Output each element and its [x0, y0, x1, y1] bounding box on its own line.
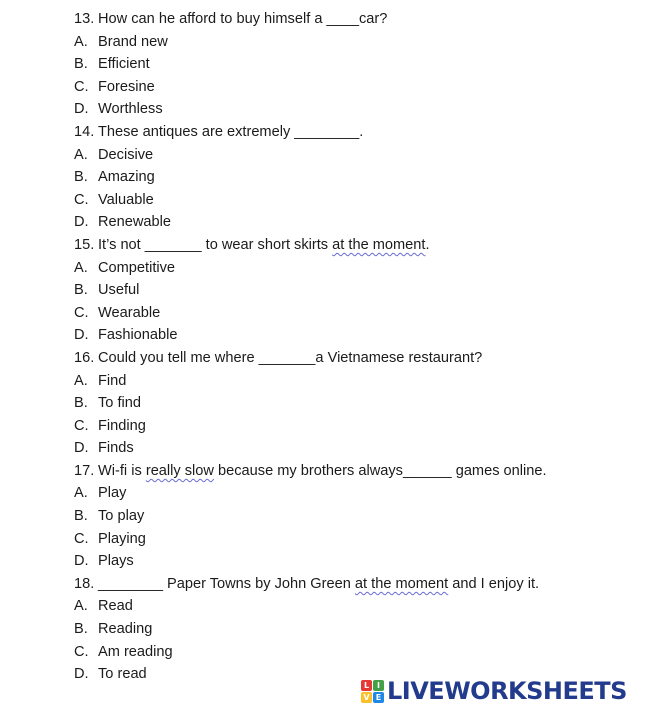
- option-letter: D.: [74, 101, 89, 118]
- answer-option[interactable]: [74, 76, 654, 99]
- option-letter: D.: [74, 666, 89, 683]
- option-text: Fashionable: [98, 327, 178, 344]
- answer-option[interactable]: [74, 618, 654, 641]
- option-letter: D.: [74, 214, 89, 231]
- answer-option[interactable]: [74, 415, 654, 438]
- question-number: 13.: [74, 11, 95, 27]
- answer-option[interactable]: [74, 98, 654, 121]
- answer-option[interactable]: [74, 53, 654, 76]
- option-text: Reading: [98, 621, 153, 638]
- question-line: [74, 234, 654, 257]
- question-number: 14.: [74, 123, 95, 140]
- option-text: Renewable: [98, 214, 172, 231]
- answer-option[interactable]: [74, 550, 654, 573]
- option-letter: C.: [74, 78, 89, 95]
- option-letter: C.: [74, 643, 89, 660]
- question-line: [74, 460, 654, 483]
- option-letter: A.: [74, 598, 88, 615]
- option-letter: B.: [74, 621, 88, 638]
- question-text: [98, 573, 539, 596]
- option-text: Find: [98, 372, 127, 389]
- option-letter: B.: [74, 282, 88, 299]
- brand-name: LIVEWORKSHEETS: [387, 677, 627, 705]
- option-letter: D.: [74, 327, 89, 344]
- logo-cell-v: V: [361, 692, 372, 703]
- option-text: Foresine: [98, 78, 155, 95]
- option-text: Wearable: [98, 304, 161, 321]
- option-letter: A.: [74, 146, 88, 163]
- option-text: To find: [98, 395, 141, 412]
- option-text: Efficient: [98, 56, 150, 73]
- option-text: Read: [98, 598, 133, 615]
- logo-icon: [361, 680, 384, 703]
- answer-option[interactable]: [74, 595, 654, 618]
- option-text: Decisive: [98, 146, 154, 163]
- question-line: [74, 121, 654, 144]
- answer-option[interactable]: [74, 437, 654, 460]
- option-text: Plays: [98, 553, 134, 570]
- question-text-segment: It’s not _______ to wear short skirts: [98, 236, 333, 253]
- option-letter: C.: [74, 417, 89, 434]
- option-letter: B.: [74, 508, 88, 525]
- option-letter: D.: [74, 440, 89, 457]
- option-letter: A.: [74, 259, 88, 276]
- option-text: Amazing: [98, 169, 155, 186]
- option-text: Competitive: [98, 259, 176, 276]
- question-number: 18.: [74, 575, 95, 592]
- question-text: [98, 347, 482, 370]
- answer-option[interactable]: [74, 257, 654, 280]
- answer-option[interactable]: [74, 144, 654, 167]
- option-text: Playing: [98, 530, 146, 547]
- question-line: [74, 8, 654, 31]
- option-letter: C.: [74, 191, 89, 208]
- question-text-segment: .: [425, 236, 430, 253]
- option-text: Worthless: [98, 101, 163, 118]
- option-letter: A.: [74, 485, 88, 502]
- answer-option[interactable]: [74, 370, 654, 393]
- question-text: [98, 460, 547, 483]
- answer-option[interactable]: [74, 189, 654, 212]
- option-letter: A.: [74, 372, 88, 389]
- question-text: [98, 8, 387, 31]
- answer-option[interactable]: [74, 211, 654, 234]
- question-text-segment: and I enjoy it.: [448, 575, 540, 592]
- answer-option[interactable]: [74, 528, 654, 551]
- option-text: Am reading: [98, 643, 173, 660]
- question-text-segment: How can he afford to buy himself a ____car?: [98, 11, 388, 27]
- option-letter: C.: [74, 304, 89, 321]
- question-number: 17.: [74, 462, 95, 479]
- spellcheck-flagged-text: at the moment: [354, 575, 449, 592]
- logo-cell-i: I: [373, 680, 384, 691]
- spellcheck-flagged-text: at the moment: [332, 236, 426, 253]
- question-number: 16.: [74, 349, 95, 366]
- option-letter: B.: [74, 395, 88, 412]
- option-letter: C.: [74, 530, 89, 547]
- option-text: Valuable: [98, 191, 154, 208]
- question-text: [98, 121, 363, 144]
- option-text: Finding: [98, 417, 146, 434]
- option-text: Play: [98, 485, 127, 502]
- question-line: [74, 347, 654, 370]
- answer-option[interactable]: [74, 279, 654, 302]
- option-letter: B.: [74, 169, 88, 186]
- answer-option[interactable]: [74, 505, 654, 528]
- option-text: Brand new: [98, 33, 168, 50]
- question-number: 15.: [74, 236, 95, 253]
- worksheet: [74, 8, 654, 686]
- answer-option[interactable]: [74, 641, 654, 664]
- option-text: To play: [98, 508, 145, 525]
- option-letter: B.: [74, 56, 88, 73]
- option-letter: A.: [74, 33, 88, 50]
- option-letter: D.: [74, 553, 89, 570]
- answer-option[interactable]: [74, 302, 654, 325]
- liveworksheets-logo: [361, 676, 627, 706]
- question-text: [98, 234, 430, 257]
- option-text: Finds: [98, 440, 134, 457]
- answer-option[interactable]: [74, 482, 654, 505]
- question-line: [74, 573, 654, 596]
- answer-option[interactable]: [74, 31, 654, 54]
- logo-cell-l: L: [361, 680, 372, 691]
- question-text-segment: Could you tell me where _______a Vietnamese restaurant?: [98, 349, 483, 366]
- question-text-segment: because my brothers always______ games online.: [213, 462, 547, 479]
- answer-option[interactable]: [74, 392, 654, 415]
- option-text: To read: [98, 666, 147, 683]
- spellcheck-flagged-text: really slow: [145, 462, 214, 479]
- question-text-segment: These antiques are extremely ________.: [98, 123, 364, 140]
- question-text-segment: Wi-fi is: [98, 462, 146, 479]
- option-text: Useful: [98, 282, 140, 299]
- answer-option[interactable]: [74, 324, 654, 347]
- question-text-segment: ________ Paper Towns by John Green: [98, 575, 355, 592]
- logo-cell-e: E: [373, 692, 384, 703]
- answer-option[interactable]: [74, 166, 654, 189]
